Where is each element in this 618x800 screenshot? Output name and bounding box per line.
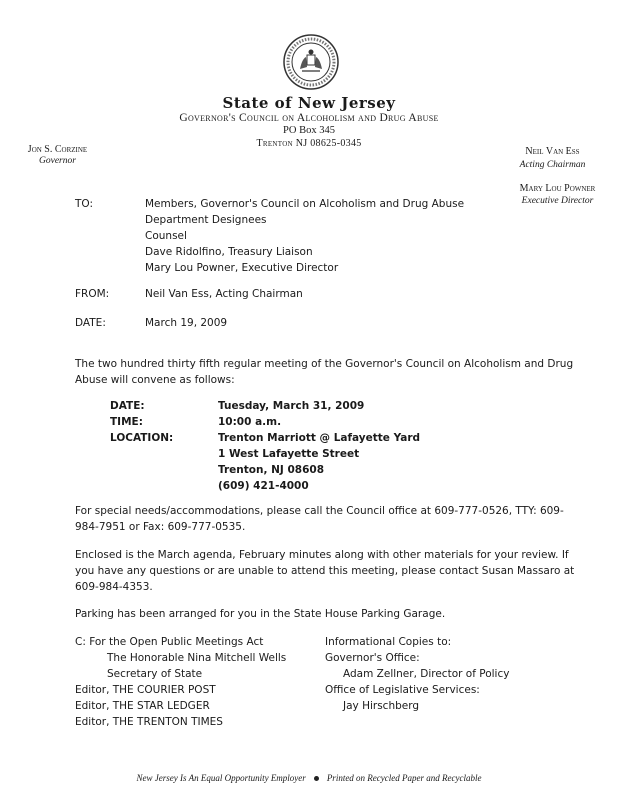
to-line: Members, Governor's Council on Alcoholism and Drug Abuse — [145, 198, 465, 210]
footer-recycled: Printed on Recycled Paper and Recyclable — [326, 773, 482, 783]
info-copies-line: Office of Legislative Services: — [325, 684, 480, 696]
cc-line: Editor, THE STAR LEDGER — [75, 700, 210, 712]
info-copies-line: Informational Copies to: — [325, 636, 452, 648]
bullet-icon — [314, 776, 319, 781]
cc-line: Secretary of State — [107, 668, 203, 680]
meeting-location-line: 1 West Lafayette Street — [218, 448, 360, 460]
intro-paragraph-line: The two hundred thirty fifth regular meeting of the Governor's Council on Alcoholism and Drug — [75, 358, 574, 370]
cc-line: Editor, THE TRENTON TIMES — [75, 716, 223, 728]
to-line: Counsel — [145, 230, 187, 242]
meeting-date-label: DATE: — [110, 400, 145, 412]
governor-title: Governor — [39, 156, 76, 166]
info-copies-line: Jay Hirschberg — [343, 700, 420, 712]
meeting-location-line: Trenton, NJ 08608 — [218, 464, 325, 476]
cc-line: Editor, THE COURIER POST — [75, 684, 216, 696]
executive-director-title: Executive Director — [521, 196, 594, 206]
parking-note: Parking has been arranged for you in the State House Parking Garage. — [75, 608, 446, 620]
executive-director-name: Mary Lou Powner — [519, 183, 596, 194]
footer — [0, 773, 618, 783]
from-value: Neil Van Ess, Acting Chairman — [145, 288, 303, 300]
intro-paragraph-line: Abuse will convene as follows: — [75, 374, 235, 386]
special-needs-line: For special needs/accommodations, please call the Council office at 609-777-0526, TTY: 609- — [75, 505, 564, 517]
to-line: Mary Lou Powner, Executive Director — [145, 262, 339, 274]
meeting-location-line: (609) 421-4000 — [218, 480, 309, 492]
meeting-location-label: LOCATION: — [110, 432, 174, 444]
meeting-date-value: Tuesday, March 31, 2009 — [218, 400, 365, 412]
to-label: TO: — [75, 198, 94, 210]
state-seal — [282, 33, 340, 91]
to-line: Department Designees — [145, 214, 267, 226]
enclosed-paragraph-line: Enclosed is the March agenda, February minutes along with other materials for your review. If — [75, 549, 569, 561]
meeting-time-label: TIME: — [110, 416, 143, 428]
chair-title: Acting Chairman — [519, 160, 586, 170]
date-label: DATE: — [75, 317, 106, 329]
from-label: FROM: — [75, 288, 110, 300]
meeting-time-value: 10:00 a.m. — [218, 416, 282, 428]
to-line: Dave Ridolfino, Treasury Liaison — [145, 246, 313, 258]
enclosed-paragraph-line: you have any questions or are unable to attend this meeting, please contact Susan Massaro at — [75, 565, 575, 577]
info-copies-line: Governor's Office: — [325, 652, 420, 664]
footer-eoe: New Jersey Is An Equal Opportunity Employer — [136, 773, 306, 783]
po-box: PO Box 345 — [283, 125, 335, 136]
info-copies-line: Adam Zellner, Director of Policy — [343, 668, 510, 680]
chair-name: Neil Van Ess — [525, 146, 580, 157]
date-value: March 19, 2009 — [145, 317, 228, 329]
cc-line: C: For the Open Public Meetings Act — [75, 636, 264, 648]
special-needs-line: 984-7951 or Fax: 609-777-0535. — [75, 521, 246, 533]
governor-name: Jon S. Corzine — [27, 144, 88, 155]
meeting-location-line: Trenton Marriott @ Lafayette Yard — [218, 432, 421, 444]
enclosed-paragraph-line: 609-984-4353. — [75, 581, 153, 593]
city-line: Trenton NJ 08625-0345 — [256, 138, 362, 149]
state-title: State of New Jersey — [222, 94, 396, 112]
cc-line: The Honorable Nina Mitchell Wells — [107, 652, 287, 664]
council-name: Governor's Council on Alcoholism and Drug Abuse — [179, 112, 439, 124]
